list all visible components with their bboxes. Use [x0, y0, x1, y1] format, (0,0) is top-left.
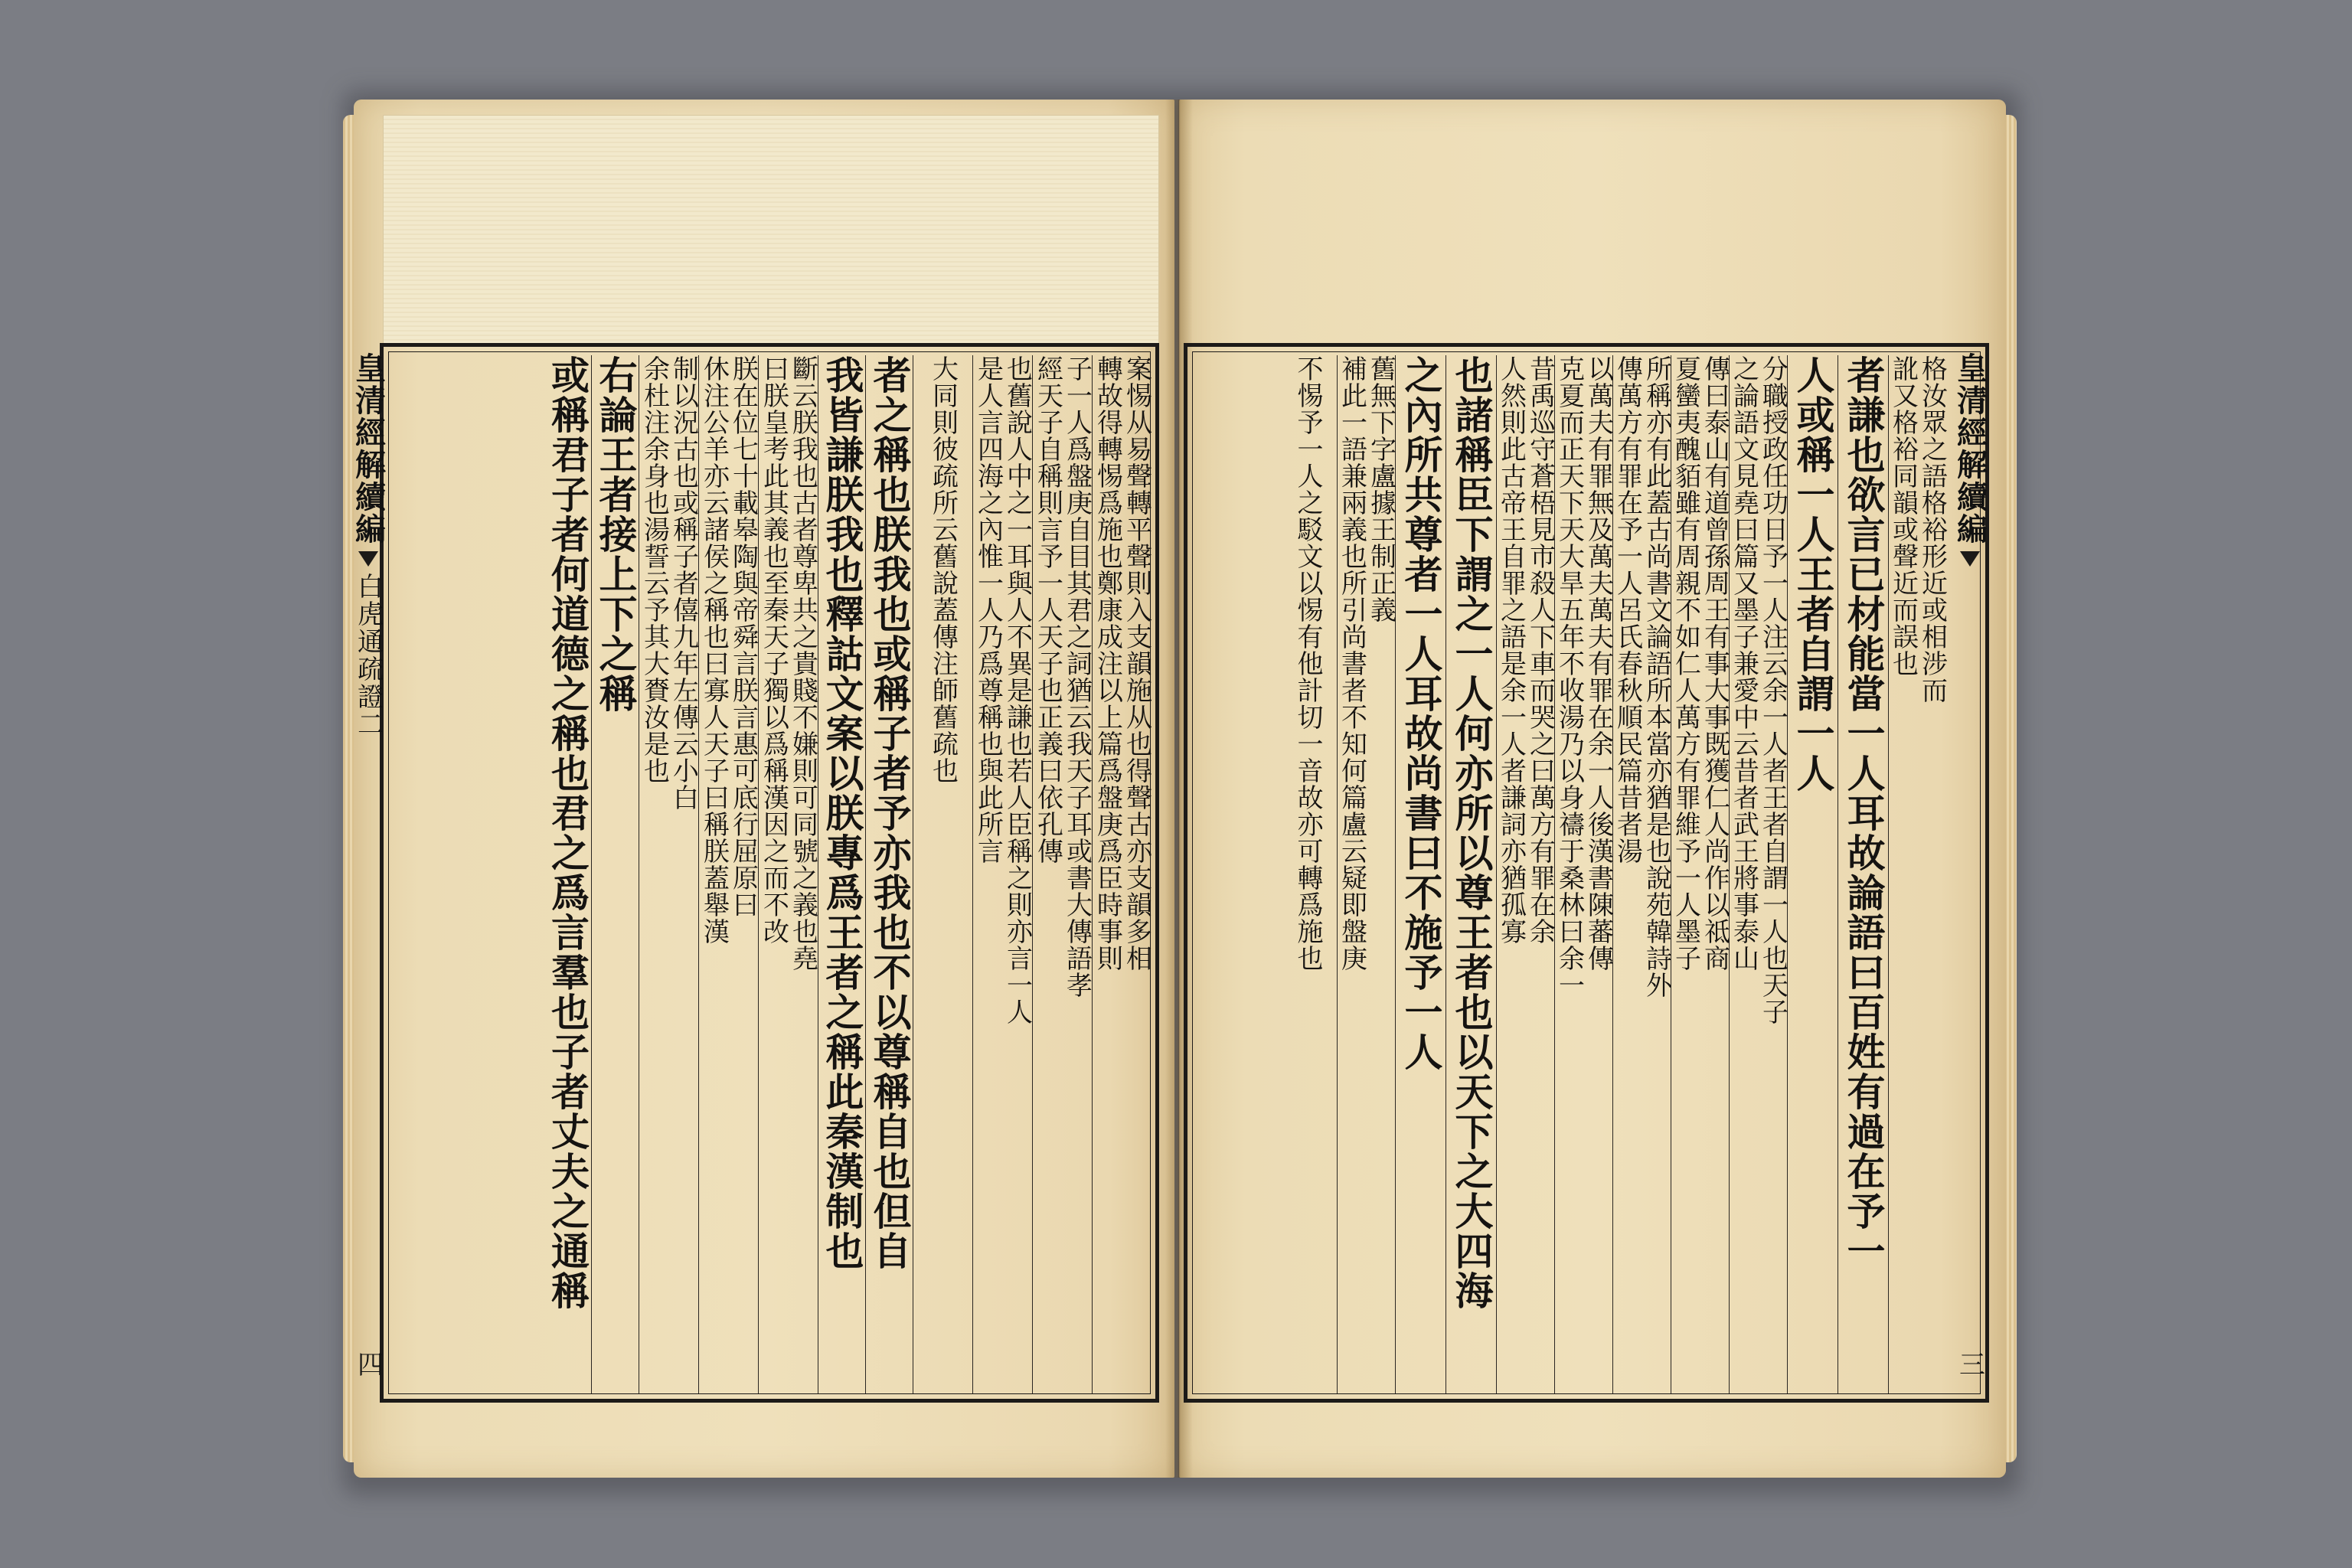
commentary-line: 夏蠻夷醜貊雖有周親不如仁人萬方有罪維予一人墨子 [1670, 355, 1701, 972]
commentary-line: 不惕予一人之駁文以惕有他計切一音故亦可轉爲施也 [1292, 355, 1323, 972]
main-text: 或稱君子者何道德之稱也君之爲言羣也子者丈夫之通稱 [545, 355, 590, 1311]
commentary-column [1554, 355, 1612, 1393]
pasted-paper-patch [383, 115, 1159, 346]
commentary-column [913, 355, 972, 1393]
commentary-line: 分職授政任功日予一人注云余一人者王者自謂一人也天子 [1757, 355, 1788, 1025]
commentary-column [1612, 355, 1671, 1393]
commentary-line: 克夏而正天下天大旱五年不收湯乃以身禱于桑林曰余一 [1553, 355, 1585, 998]
commentary-column [1729, 355, 1787, 1393]
main-text-column [1787, 355, 1838, 1393]
banxin-page-number: 三 [1954, 1351, 1985, 1377]
main-text-column [544, 355, 591, 1393]
right-text-columns [1194, 355, 1946, 1393]
commentary-column [1032, 355, 1092, 1393]
commentary-line: 斷云朕我也古者尊卑共之貴賤不嫌則可同號之義也堯 [787, 355, 818, 972]
commentary-column [698, 355, 758, 1393]
fish-tail-mark [1960, 551, 1980, 567]
commentary-line: 朕在位七十載皋陶與帝舜言朕言惠可底行屈原曰 [727, 355, 759, 918]
main-text: 我皆謙朕我也釋詁文案以朕專爲王者之稱此秦漢制也 [819, 355, 865, 1271]
commentary-line: 昔禹巡守蒼梧見市殺人下車而哭之曰萬方有罪在余 [1524, 355, 1556, 945]
commentary-line: 訛又格裕同韻或聲近而誤也 [1887, 355, 1919, 677]
fish-tail-mark [358, 551, 378, 567]
commentary-line: 是人言四海之內惟一人乃爲尊稱也與此所言 [972, 355, 1004, 864]
main-text-column [1395, 355, 1446, 1393]
commentary-column [639, 355, 698, 1393]
commentary-line: 經天子自稱則言予一人天子也正義曰依孔傳 [1032, 355, 1063, 864]
main-text-column [1446, 355, 1496, 1393]
main-text-column [1838, 355, 1888, 1393]
commentary-line: 案惕从易聲轉平聲則入支韻施从也得聲古亦支韻多相 [1121, 355, 1152, 972]
left-banxin [349, 346, 387, 1400]
main-text: 人或稱一人王者自謂一人 [1790, 355, 1836, 793]
banxin-title: 皇清經解續編 [350, 352, 387, 545]
commentary-line: 以萬夫有罪無及萬夫萬夫有罪在余一人後漢書陳蕃傳 [1583, 355, 1614, 972]
main-text: 也諸稱臣下謂之一人何亦所以尊王者也以天下之大四海 [1449, 355, 1494, 1311]
main-text-column [591, 355, 639, 1393]
commentary-column [972, 355, 1032, 1393]
left-text-columns [389, 355, 1152, 1393]
main-text: 右論王者接上下之稱 [593, 355, 639, 714]
commentary-column [1671, 355, 1729, 1393]
commentary-column [758, 355, 818, 1393]
banxin-subtitle: 白虎通疏證二 [352, 573, 384, 738]
commentary-line: 休注公羊亦云諸侯之稱也曰寡人天子曰稱朕蓋舉漢 [698, 355, 730, 945]
commentary-line: 舊無下字盧據王制正義 [1365, 355, 1396, 623]
commentary-column [1337, 355, 1395, 1393]
main-text-column [818, 355, 865, 1393]
banxin-title: 皇清經解續編 [1952, 352, 1988, 545]
right-banxin [1951, 346, 1989, 1400]
commentary-line: 制以況古也或稱子者僖九年左傳云小白 [668, 355, 699, 811]
commentary-line: 余杜注余身也湯誓云予其大賚汝是也 [639, 355, 670, 784]
main-text-column [865, 355, 913, 1393]
banxin-page-number: 四 [352, 1351, 384, 1377]
commentary-line: 所稱亦有此蓋古尚書文論語所本當亦猶是也說苑韓詩外 [1641, 355, 1672, 998]
commentary-column [1279, 355, 1337, 1393]
commentary-column [1496, 355, 1554, 1393]
commentary-column [1092, 355, 1152, 1393]
commentary-line: 大同則彼疏所云舊說蓋傳注師舊疏也 [927, 355, 959, 784]
commentary-line: 之論語文見堯曰篇又墨子兼愛中云昔者武王將事泰山 [1728, 355, 1759, 972]
commentary-line: 傳萬方有罪在予一人呂氏春秋順民篇昔者湯 [1612, 355, 1643, 864]
commentary-line: 曰朕皇考此其義也至秦天子獨以爲稱漢因之而不改 [758, 355, 789, 945]
main-text: 之內所共尊者一人耳故尚書曰不施予一人 [1398, 355, 1444, 1072]
commentary-line: 補此一語兼兩義也所引尚書者不知何篇盧云疑即盤庚 [1336, 355, 1367, 972]
commentary-column [1888, 355, 1946, 1393]
commentary-line: 也舊說人中之一耳與人不異是謙也若人臣稱之則亦言一人 [1001, 355, 1033, 1025]
commentary-line: 人然則此古帝王自罪之語是余一人者謙詞亦猶孤寡 [1495, 355, 1527, 945]
main-text: 者謙也欲言已材能當一人耳故論語曰百姓有過在予一 [1841, 355, 1886, 1271]
main-text: 者之稱也朕我也或稱子者予亦我也不以尊稱自也但自 [867, 355, 913, 1271]
commentary-line: 子一人爲盤庚自目其君之詞猶云我天子耳或書大傳語孝 [1061, 355, 1093, 998]
commentary-line: 轉故得轉惕爲施也鄭康成注以上篇爲盤庚爲臣時事則 [1092, 355, 1123, 972]
commentary-line: 傳曰泰山有道曾孫周王有事大事既獲仁人尚作以祗商 [1699, 355, 1730, 972]
commentary-line: 格汝眾之語格裕形近或相涉而 [1916, 355, 1948, 704]
